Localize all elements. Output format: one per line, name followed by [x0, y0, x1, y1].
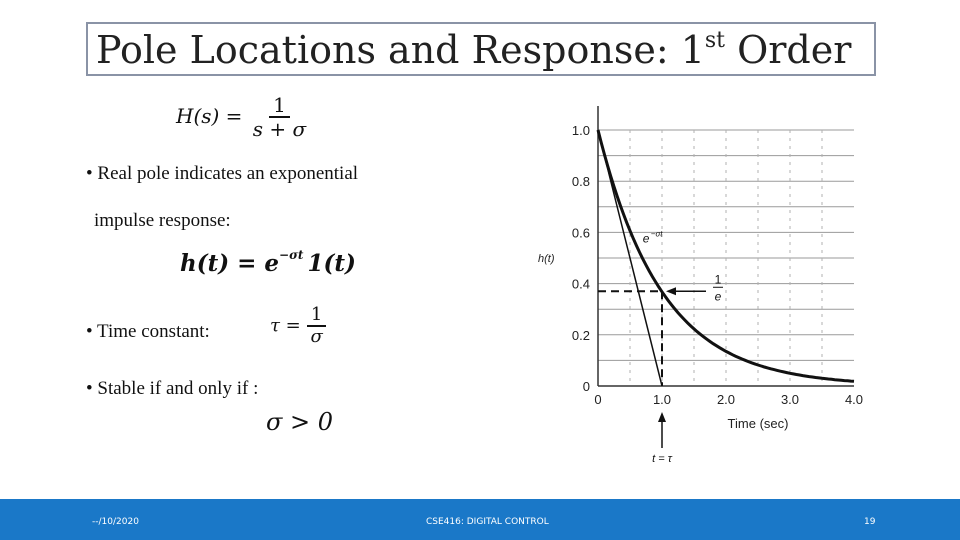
exponential-curve — [598, 130, 854, 381]
impulse-lhs: h(t) = e — [180, 250, 280, 277]
one-over-e-arrow-head — [666, 287, 676, 295]
title-superscript: st — [704, 28, 726, 53]
tau-lhs: τ = — [270, 315, 301, 337]
impulse-response-equation — [180, 248, 356, 277]
y-tick-label: 0.2 — [571, 327, 590, 343]
chart-ticks — [538, 123, 863, 431]
curve-label-exponent: −σt — [650, 229, 663, 239]
footer-bar — [0, 499, 960, 540]
footer-date: --/10/2020 — [92, 517, 139, 527]
time-marker-label: t = τ — [652, 453, 672, 465]
x-tick-label: 3.0 — [780, 392, 800, 407]
transfer-denominator: s + σ — [252, 117, 307, 141]
transfer-numerator: 1 — [269, 94, 290, 118]
slide-title — [96, 27, 851, 73]
y-tick-label: 1.0 — [571, 123, 590, 138]
transfer-function-equation — [176, 94, 310, 141]
impulse-exponent: −σt — [279, 248, 304, 262]
y-tick-label: 0.6 — [571, 225, 590, 241]
tau-fraction — [307, 305, 327, 347]
bullet-stability: • Stable if and only if : — [86, 378, 259, 399]
title-text-end: Order — [725, 28, 852, 72]
stability-condition: σ > 0 — [266, 408, 334, 436]
footer-page-number: 19 — [864, 517, 876, 527]
transfer-lhs: H(s) = — [176, 104, 243, 128]
tau-denominator: σ — [310, 325, 323, 347]
marker-denominator: e — [714, 289, 722, 304]
chart-annotations — [598, 230, 723, 465]
footer-course: CSE416: DIGITAL CONTROL — [426, 517, 549, 527]
time-constant-equation — [270, 305, 327, 347]
marker-numerator: 1 — [714, 272, 722, 287]
y-axis-label: h(t) — [538, 253, 555, 265]
bullet-time-constant: • Time constant: — [86, 321, 210, 342]
impulse-response-figure — [528, 96, 888, 476]
impulse-response-chart — [528, 96, 888, 476]
impulse-step: 1(t) — [307, 250, 356, 277]
x-tick-label: 4.0 — [844, 392, 864, 407]
curve-label: e — [642, 231, 650, 246]
x-tick-label: 1.0 — [652, 392, 672, 407]
y-tick-label: 0.4 — [571, 276, 590, 292]
bullet-real-pole-continued: impulse response: — [94, 210, 231, 231]
x-axis-label: Time (sec) — [727, 416, 789, 431]
x-tick-label: 2.0 — [716, 392, 736, 407]
tau-numerator: 1 — [307, 305, 326, 327]
y-tick-label: 0 — [582, 379, 590, 394]
tau-arrow-head — [658, 412, 666, 422]
chart-grid — [598, 130, 854, 386]
y-tick-label: 0.8 — [571, 174, 590, 190]
title-text: Pole Locations and Response: 1 — [96, 28, 705, 72]
bullet-real-pole: • Real pole indicates an exponential — [86, 163, 359, 184]
title-frame — [86, 22, 876, 76]
x-tick-label: 0 — [594, 392, 602, 407]
transfer-fraction — [249, 94, 310, 141]
